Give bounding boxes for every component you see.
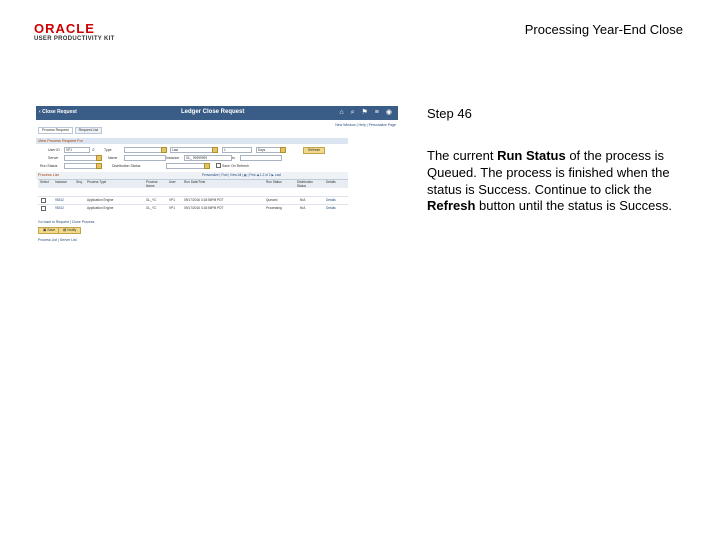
last-dropdown-icon[interactable] [212,147,218,153]
row-details-link[interactable]: Details [326,206,336,210]
server-dropdown-icon[interactable] [96,155,102,161]
row-process-type: Application Engine [87,206,114,210]
row-process-name: GL_YC [146,206,157,210]
row-run-datetime: 09/17/2016 3:18:56PM PDT [184,206,224,210]
col-distribution-status: Distribution Status [297,180,313,188]
row-user: VP1 [169,206,176,210]
step-label: Step 46 [427,106,472,121]
alert-icon[interactable]: ⚑ [361,109,368,116]
col-process-name: Process Name [146,180,158,188]
save-on-refresh-checkbox[interactable] [216,163,221,168]
name-label: Name [108,156,118,160]
server-select[interactable] [64,155,100,161]
instance-to-input[interactable] [240,155,282,161]
section-title: View Process Request For [38,139,83,143]
logo-brand: ORACLE [34,21,95,36]
distribution-dropdown-icon[interactable] [204,163,210,169]
process-list-bar [36,172,348,179]
run-status-select[interactable] [64,163,100,169]
server-label: Server [48,156,59,160]
tab-request-list[interactable]: Request List [75,127,102,134]
col-process-type: Process Type [87,180,107,184]
back-button[interactable]: ‹ Close Request [39,109,77,115]
instruction-part-3: button until the status is Success. [475,198,672,214]
screenshot-tabs [38,127,102,134]
menu-icon[interactable]: ≡ [374,109,379,116]
field-row-2 [36,155,348,161]
instance-to-label: to [232,156,235,160]
logo-product: USER PRODUCTIVITY KIT [34,36,115,42]
col-user: User [169,180,176,184]
type-select[interactable] [124,147,166,153]
refresh-button[interactable]: Refresh [303,147,325,154]
header-icons [339,109,392,117]
last-value-input[interactable]: 1 [222,147,252,153]
row-process-name: GL_YC [146,198,157,202]
save-on-refresh-label: Save On Refresh [222,164,249,168]
row-distribution-status: N/A [300,198,306,202]
distribution-status-label: Distribution Status [112,164,141,168]
back-label: Close Request [42,109,77,115]
lookup-icon[interactable]: ⌕ [92,147,95,153]
tab-process-request[interactable]: Process Request [38,127,73,134]
instruction-part-1: The current [427,148,498,163]
instance-from-input[interactable]: GL_ 99999999 [184,155,232,161]
navbar-icon[interactable]: ◉ [385,109,392,116]
col-instance: Instance [55,180,68,184]
row-user: VP1 [169,198,176,202]
grid-header [38,179,348,188]
screenshot-page-title: Ledger Close Request [181,109,245,115]
notify-label: Notify [67,228,77,232]
days-select[interactable]: Days [256,147,282,153]
grid-navigation[interactable]: Personalize | Find | View All | ▦ | First ◀ 1-2 of 2 ▶ Last [202,173,281,177]
row-select-checkbox[interactable] [41,198,46,203]
days-dropdown-icon[interactable] [280,147,286,153]
notify-button[interactable]: ▤ Notify [58,227,81,234]
header-links[interactable]: New Window | Help | Personalize Page [335,123,396,127]
type-dropdown-icon[interactable] [161,147,167,153]
row-instance[interactable]: 95342 [55,206,64,210]
col-select: Select [40,180,49,184]
type-label: Type [104,148,112,152]
bottom-links[interactable]: Process List | Server List [38,238,77,242]
user-id-label: User ID [48,148,60,152]
screenshot-header-bar [36,106,398,120]
instruction-part-2: of the process is Queued. The process is finished when the status is Success. Continue to click the [427,148,670,197]
document-title: Processing Year-End Close [524,22,683,37]
field-row-3 [36,163,348,169]
run-status-label: Run Status [40,164,58,168]
last-select[interactable]: Last [170,147,216,153]
row-instance[interactable]: 95342 [55,198,64,202]
save-label: Save [47,228,56,232]
step-instruction [427,148,687,215]
save-button[interactable]: ▣ Save [38,227,60,234]
application-screenshot [36,106,398,248]
row-details-link[interactable]: Details [326,198,336,202]
row-run-datetime: 09/17/2016 3:18:56PM PDT [184,198,224,202]
go-back-link[interactable]: Go back to Request | Close Process [38,220,95,224]
row-select-checkbox[interactable] [41,206,46,211]
field-row-1 [36,147,348,153]
row-process-type: Application Engine [87,198,114,202]
view-process-section [36,138,348,144]
col-run-status: Run Status [266,180,282,184]
search-icon[interactable]: ⌕ [350,109,355,116]
row-distribution-status: N/A [300,206,306,210]
process-list-title: Process List [38,173,59,177]
row-run-status: Processing [266,206,282,210]
user-id-input[interactable]: VP1 [64,147,90,153]
table-row [38,196,348,204]
instance-label: Instance [166,156,180,160]
home-icon[interactable]: ⌂ [339,109,344,116]
oracle-upk-logo [34,22,124,42]
col-seq: Seq. [76,180,83,184]
table-row [38,204,348,212]
name-input[interactable] [124,155,166,161]
run-status-term: Run Status [497,148,566,163]
col-details: Details [326,180,336,184]
col-run-datetime: Run Date/Time [184,180,206,184]
row-run-status: Queued [266,198,278,202]
refresh-term: Refresh [427,198,476,214]
run-status-dropdown-icon[interactable] [96,163,102,169]
distribution-status-select[interactable] [166,163,208,169]
